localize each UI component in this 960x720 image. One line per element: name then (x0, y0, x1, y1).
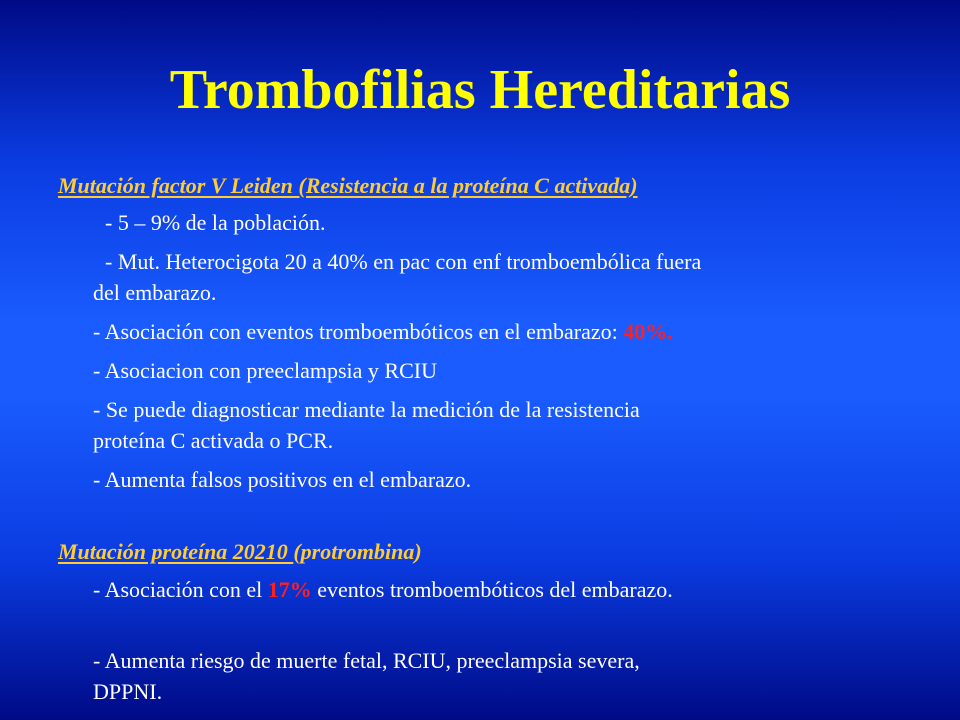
section-heading-underlined: Mutación proteína 20210 (58, 539, 294, 564)
bullet-prothrombin-association (93, 575, 673, 605)
section-heading-text: Mutación factor V Leiden (Resistencia a la proteína C activada) (58, 173, 638, 198)
section-heading-rest: (protrombina) (293, 539, 422, 564)
bullet-prevalence: - 5 – 9% de la población. (105, 210, 326, 235)
bullet-heterozygous-line2: del embarazo. (93, 280, 217, 305)
bullet-fetal-risk-line1: - Aumenta riesgo de muerte fetal, RCIU, preeclampsia severa, (93, 648, 640, 673)
bullet-diagnosis-line1: - Se puede diagnosticar mediante la medición de la resistencia (93, 397, 640, 422)
bullet-text: - Asociación con eventos tromboembóticos en el embarazo: (93, 319, 624, 344)
slide-title: Trombofilias Hereditarias (169, 59, 791, 121)
section-heading-prothrombin (58, 538, 422, 566)
bullet-false-positives: - Aumenta falsos positivos en el embarazo. (93, 467, 472, 492)
highlight-percentage: 40%. (623, 319, 673, 344)
bullet-heterozygous-line1: - Mut. Heterocigota 20 a 40% en pac con enf tromboembólica fuera (105, 249, 702, 274)
bullet-preeclampsia: - Asociacion con preeclampsia y RCIU (93, 358, 437, 383)
bullet-diagnosis-line2: proteína C activada o PCR. (93, 428, 334, 453)
section-heading-factor-v-leiden (58, 172, 638, 200)
bullet-text-rest: eventos tromboembóticos del embarazo. (311, 577, 673, 602)
highlight-percentage: 17% (267, 577, 312, 602)
bullet-text: - Asociación con el (93, 577, 268, 602)
bullet-pregnancy-association (93, 317, 673, 347)
bullet-fetal-risk-line2: DPPNI. (93, 679, 163, 704)
